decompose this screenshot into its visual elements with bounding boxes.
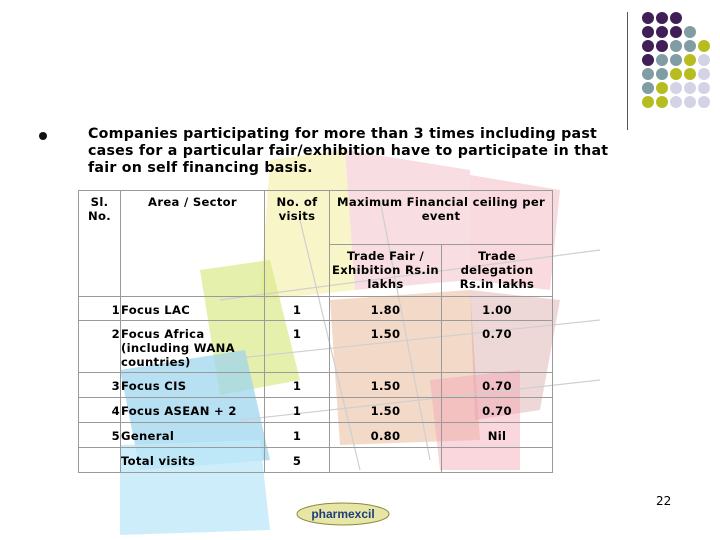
decor-dot [684,96,696,108]
decor-dot [656,82,668,94]
cell-area: Focus ASEAN + 2 [121,398,265,423]
decor-dot [684,82,696,94]
decor-dot [656,12,668,24]
cell-visits: 1 [265,321,330,373]
decor-dot [656,68,668,80]
decor-dot [698,68,710,80]
decor-dot [684,40,696,52]
logo-text: pharmexcil [311,507,375,521]
decor-dot [670,82,682,94]
decor-dot [670,68,682,80]
cell-trade-delegation: Nil [442,423,553,448]
cell-sl: 4 [79,398,121,423]
header-sl-no: Sl. No. [79,191,121,297]
header-trade-delegation: Trade delegation Rs.in lakhs [442,245,553,297]
decor-dot [670,12,682,24]
decor-dot [698,82,710,94]
cell-area: Focus Africa (including WANA countries) [121,321,265,373]
decor-dot [656,40,668,52]
cell-trade-fair: 0.80 [330,423,442,448]
table-header-row [79,191,553,245]
decor-dot [684,26,696,38]
decor-dot [642,68,654,80]
bullet-text: Companies participating for more than 3 times including past cases for a particular fair/exhibition have to participate in that fair on self financing basis. [88,126,609,176]
decor-dot [698,54,710,66]
cell-area: Focus CIS [121,373,265,398]
cell-empty [330,448,442,473]
cell-sl [79,448,121,473]
cell-trade-delegation: 0.70 [442,398,553,423]
decor-dot [698,96,710,108]
table-row [79,373,553,398]
header-no-of-visits: No. of visits [265,191,330,297]
decor-dot [642,40,654,52]
decor-dot [656,54,668,66]
bullet-icon [39,132,47,140]
cell-trade-fair: 1.80 [330,297,442,321]
cell-trade-fair: 1.50 [330,373,442,398]
cell-sl: 2 [79,321,121,373]
decor-dot [642,96,654,108]
decor-dot [656,96,668,108]
cell-visits: 1 [265,398,330,423]
decor-vertical-line [627,12,628,130]
cell-sl: 3 [79,373,121,398]
table-row [79,321,553,373]
cell-sl: 1 [79,297,121,321]
cell-visits: 1 [265,423,330,448]
decor-dot [684,54,696,66]
decor-dot [684,68,696,80]
decor-dot [698,40,710,52]
decor-dot [670,40,682,52]
cell-area: General [121,423,265,448]
decor-dot [642,54,654,66]
header-max-financial-ceiling: Maximum Financial ceiling per event [330,191,553,245]
cell-trade-fair: 1.50 [330,398,442,423]
decor-dot [656,26,668,38]
cell-total-visits: 5 [265,448,330,473]
header-area-sector: Area / Sector [121,191,265,297]
cell-trade-delegation: 1.00 [442,297,553,321]
cell-visits: 1 [265,297,330,321]
decor-dot [642,26,654,38]
table-row [79,423,553,448]
table-total-row [79,448,553,473]
header-trade-fair: Trade Fair / Exhibition Rs.in lakhs [330,245,442,297]
table-row [79,398,553,423]
decor-dot [642,82,654,94]
decor-dot [642,12,654,24]
page-number: 22 [656,494,672,508]
cell-trade-fair: 1.50 [330,321,442,373]
cell-trade-delegation: 0.70 [442,373,553,398]
financial-ceiling-table [78,190,553,473]
cell-total-label: Total visits [121,448,265,473]
decorative-dot-grid [640,10,720,120]
cell-empty [442,448,553,473]
pharmexcil-logo [295,501,391,527]
decor-dot [670,96,682,108]
cell-sl: 5 [79,423,121,448]
decor-dot [670,54,682,66]
cell-area: Focus LAC [121,297,265,321]
cell-trade-delegation: 0.70 [442,321,553,373]
table-row [79,297,553,321]
decor-dot [670,26,682,38]
cell-visits: 1 [265,373,330,398]
